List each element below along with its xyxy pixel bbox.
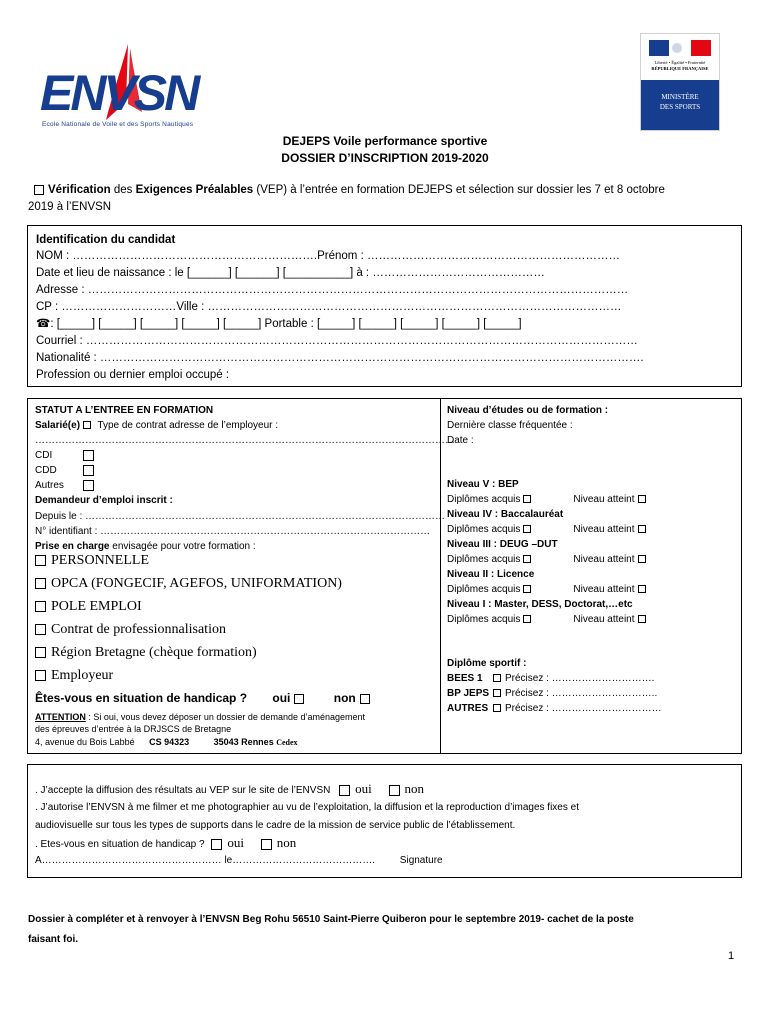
consent-handicap-oui[interactable] bbox=[211, 839, 222, 850]
depuis-field[interactable]: Depuis le : ……………………………………………………………………………………………… bbox=[35, 511, 446, 522]
statut-heading: STATUT A L’ENTREE EN FORMATION bbox=[35, 405, 214, 416]
diplome-acquis-checkbox[interactable] bbox=[523, 585, 531, 593]
level-title: Niveau II : Licence bbox=[447, 569, 535, 580]
ministry-motto: Liberté • Égalité • Fraternité bbox=[654, 60, 706, 65]
level-title: Niveau III : DEUG –DUT bbox=[447, 539, 558, 550]
identification-section bbox=[27, 225, 742, 387]
address-field[interactable]: Adresse : …………………………………………………………………………………………………………………………… bbox=[36, 284, 629, 296]
identification-heading: Identification du candidat bbox=[36, 234, 176, 246]
salarie-line: Salarié(e) Type de contrat adresse de l’employeur : bbox=[35, 420, 279, 431]
consent-handicap-non[interactable] bbox=[261, 839, 272, 850]
option-opca[interactable]: OPCA (FONGECIF, AGEFOS, UNIFORMATION) bbox=[35, 576, 342, 592]
niveau-heading: Niveau d’études ou de formation : bbox=[447, 405, 609, 416]
signature-label: Signature bbox=[399, 855, 443, 866]
consent-image-2: audiovisuelle sur tous les types de supports dans le cadre de la mission de service public de l’établissement. bbox=[35, 820, 516, 831]
ministry-name-2: DES SPORTS bbox=[659, 103, 701, 111]
level-options[interactable]: Diplômes acquis Niveau atteint bbox=[447, 582, 650, 597]
niveau-atteint-checkbox[interactable] bbox=[638, 615, 646, 623]
prise-en-charge-heading: Prise en charge envisagée pour votre formation : bbox=[35, 541, 256, 552]
ministry-name-1: MINISTÈRE bbox=[661, 93, 699, 101]
vep-checkbox[interactable] bbox=[34, 185, 44, 195]
identifiant-field[interactable]: N° identifiant : ……………………………………………………………………………………… bbox=[35, 526, 431, 537]
sportif-heading: Diplôme sportif : bbox=[447, 658, 527, 669]
ministry-republic: RÉPUBLIQUE FRANÇAISE bbox=[651, 66, 709, 71]
niveau-section bbox=[440, 398, 742, 754]
drjscs-address: 4, avenue du Bois Labbé CS 94323 35043 Rennes Cedex bbox=[35, 737, 298, 747]
bpjeps-line[interactable]: BP JEPS Précisez : ………………………….. bbox=[447, 688, 658, 699]
diffusion-non-checkbox[interactable] bbox=[389, 785, 400, 796]
level-title: Niveau V : BEP bbox=[447, 479, 519, 490]
phone-icon: ☎ bbox=[36, 318, 51, 330]
handicap-oui-checkbox[interactable] bbox=[294, 694, 304, 704]
email-field[interactable]: Courriel : ……………………………………………………………………………………………………………………………… bbox=[36, 335, 638, 347]
consent-image: . J’autorise l’ENVSN à me filmer et me photographier au vu de l’exploitation, la diffusion et la reproduction d’images fixes et bbox=[35, 802, 579, 813]
cdi-checkbox[interactable] bbox=[83, 450, 94, 461]
logo-text: ENVSN bbox=[40, 65, 198, 121]
level-title: Niveau IV : Baccalauréat bbox=[447, 509, 564, 520]
diplome-acquis-checkbox[interactable] bbox=[523, 525, 531, 533]
profession-field[interactable]: Profession ou dernier emploi occupé : bbox=[36, 369, 230, 381]
document-title: DEJEPS Voile performance sportive bbox=[282, 134, 488, 148]
bees-line[interactable]: BEES 1 Précisez : …………………………. bbox=[447, 673, 655, 684]
document-subtitle: DOSSIER D’INSCRIPTION 2019-2020 bbox=[281, 151, 489, 165]
consent-handicap: . Etes-vous en situation de handicap ? oui non bbox=[35, 835, 297, 850]
ministry-logo bbox=[640, 33, 720, 131]
option-pole-emploi[interactable]: POLE EMPLOI bbox=[35, 599, 142, 615]
attention-line2: des épreuves d’entrée à la DRJSCS de Bretagne bbox=[35, 724, 232, 734]
salarie-checkbox[interactable] bbox=[83, 421, 91, 429]
diplome-acquis-checkbox[interactable] bbox=[523, 495, 531, 503]
level-options[interactable]: Diplômes acquis Niveau atteint bbox=[447, 492, 650, 507]
attention-note: ATTENTION : Si oui, vous devez déposer un dossier de demande d’aménagement bbox=[35, 712, 366, 722]
cdi-option[interactable]: CDI bbox=[35, 448, 99, 463]
cdd-option[interactable]: CDD bbox=[35, 463, 99, 478]
option-contrat-pro[interactable]: Contrat de professionnalisation bbox=[35, 622, 226, 638]
cp-ville-field[interactable]: CP : …………………………Ville : ……………………………………………………………………………………………… bbox=[36, 301, 622, 313]
option-employeur[interactable]: Employeur bbox=[35, 668, 113, 684]
autres-option[interactable]: Autres bbox=[35, 478, 99, 493]
niveau-atteint-checkbox[interactable] bbox=[638, 555, 646, 563]
page-number: 1 bbox=[728, 950, 735, 962]
niveau-atteint-checkbox[interactable] bbox=[638, 525, 646, 533]
level-options[interactable]: Diplômes acquis Niveau atteint bbox=[447, 612, 650, 627]
marianne-flag-icon bbox=[649, 40, 711, 56]
place-date-field[interactable]: A……………………………………………… le……………………………………. Signature bbox=[35, 855, 443, 866]
cdd-checkbox[interactable] bbox=[83, 465, 94, 476]
autres-checkbox[interactable] bbox=[83, 480, 94, 491]
consent-diffusion: . J’accepte la diffusion des résultats au VEP sur le site de l’ENVSN oui non bbox=[35, 781, 425, 796]
handicap-non-checkbox[interactable] bbox=[360, 694, 370, 704]
option-personnelle[interactable]: PERSONNELLE bbox=[35, 553, 149, 569]
derniere-classe-field[interactable]: Dernière classe fréquentée : bbox=[447, 420, 573, 431]
statut-section bbox=[27, 398, 455, 754]
vep-statement: Vérification des Exigences Préalables (VEP) à l’entrée en formation DEJEPS et sélection sur dossier les 7 et 8 octobre 2019 à l’ENVSN bbox=[28, 184, 665, 213]
diplome-acquis-checkbox[interactable] bbox=[523, 555, 531, 563]
nationality-field[interactable]: Nationalité : ……………………………………………………………………………………………………………………………. bbox=[36, 352, 644, 364]
level-options[interactable]: Diplômes acquis Niveau atteint bbox=[447, 522, 650, 537]
autres-sportif-line[interactable]: AUTRES Précisez : …………………………… bbox=[447, 703, 662, 714]
handicap-question: Êtes-vous en situation de handicap ? oui non bbox=[35, 691, 374, 705]
date-field[interactable]: Date : bbox=[447, 435, 474, 446]
diplome-acquis-checkbox[interactable] bbox=[523, 615, 531, 623]
consent-section bbox=[27, 764, 742, 878]
demandeur-heading: Demandeur d’emploi inscrit : bbox=[35, 495, 173, 506]
niveau-atteint-checkbox[interactable] bbox=[638, 585, 646, 593]
phone-field[interactable]: ☎: [_____] [_____] [_____] [_____] [_____] Portable : [_____] [_____] [_____] [_____] [_____] bbox=[36, 318, 522, 330]
employer-dots[interactable]: ……………………………………………………………………………………………………………… bbox=[35, 435, 455, 446]
level-options[interactable]: Diplômes acquis Niveau atteint bbox=[447, 552, 650, 567]
level-title: Niveau I : Master, DESS, Doctorat,…etc bbox=[447, 599, 633, 610]
footer-note: Dossier à compléter et à renvoyer à l’ENVSN Beg Rohu 56510 Saint-Pierre Quiberon pour le septembre 2019- cachet de la poste faisant foi. bbox=[28, 914, 634, 945]
niveau-atteint-checkbox[interactable] bbox=[638, 495, 646, 503]
logo-subtitle: Ecole Nationale de Voile et des Sports Nautiques bbox=[42, 121, 194, 128]
nom-prenom-field[interactable]: NOM : ……………………………………………………….Prénom : ………………………………………………………… bbox=[36, 250, 620, 262]
diffusion-oui-checkbox[interactable] bbox=[339, 785, 350, 796]
option-region-bretagne[interactable]: Région Bretagne (chèque formation) bbox=[35, 645, 257, 661]
birth-field[interactable]: Date et lieu de naissance : le [______] [______] [__________] à : ……………………………………… bbox=[36, 267, 545, 279]
